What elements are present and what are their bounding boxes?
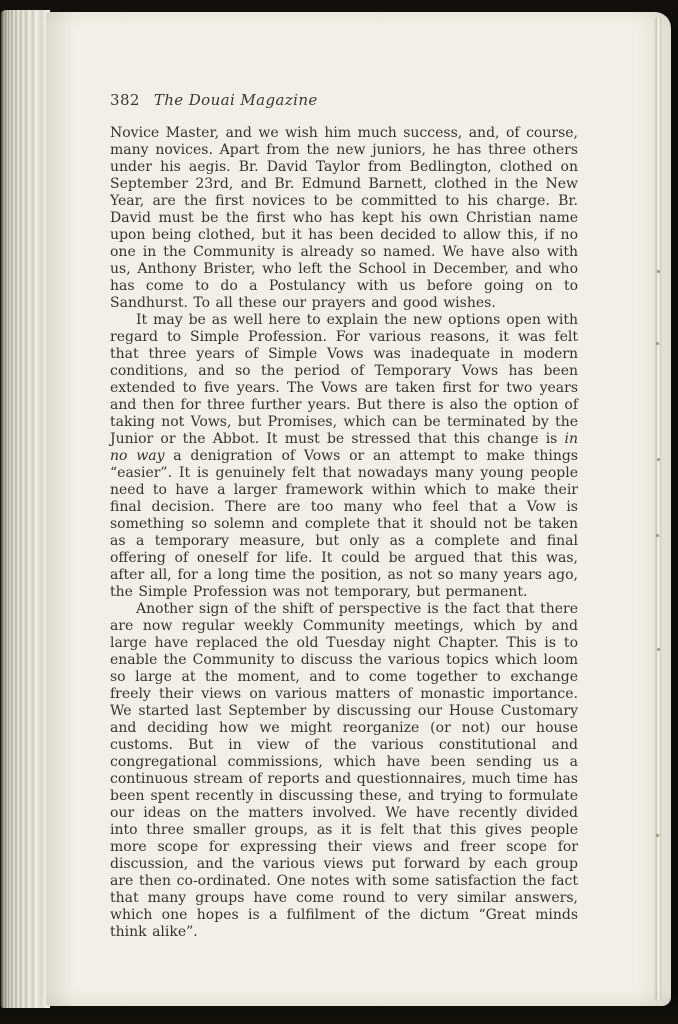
paragraph-2 — [110, 312, 578, 601]
body-text — [110, 125, 578, 941]
paragraph-2-text: a denigration of Vows or an attempt to make things “easier”. It is genuinely felt that nowadays many young people need to have a larger framework within which to make their final decision. There are too many who feel that a Vow is something so solemn and complete that it should not be taken as a temporary measure, but only as a complete and final offering of oneself for life. It could be argued that this was, after all, for a long time the position, as not so many years ago, the Simple Profession was not temporary, but permanent. — [110, 448, 578, 600]
binding-crease — [654, 18, 662, 1000]
paragraph-3: Another sign of the shift of perspective is the fact that there are now regular weekly Community meetings, which by and large have replaced the old Tuesday night Chapter. This is to enable the Community to discuss the various topics which loom so large at the moment, and to come together to exchange freely their views on various matters of monastic importance. We started last September by discussing our House Customary and deciding how we might reorganize (or not) our house customs. But in view of the various constitutional and congregational commissions, which have been sending us a continuous stream of reports and questionnaires, much time has been spent recently in discussing these, and trying to formulate our ideas on the matters involved. We have recently divided into three smaller groups, as it is felt that this gives people more scope for expressing their views and freer scope for discussion, and the various views put forward by each group are then co-ordinated. One notes with some satisfaction the fact that many groups have come round to very similar answers, which one hopes is a fulfilment of the dictum “Great minds think alike”. — [110, 601, 578, 940]
page-edges-stack — [0, 10, 50, 1008]
running-head — [110, 91, 318, 109]
binding-stitch — [657, 648, 660, 651]
binding-stitch — [657, 270, 660, 273]
binding-stitch — [656, 534, 659, 537]
binding-stitch — [656, 342, 659, 345]
binding-stitch — [657, 458, 660, 461]
magazine-title: The Douai Magazine — [153, 91, 318, 109]
book-page — [46, 12, 671, 1006]
paragraph-2-italic-phrase: in no way — [110, 431, 578, 464]
paragraph-2-text: It may be as well here to explain the new options open with regard to Simple Profession. For various reasons, it was felt that three years of Simple Vows was inadequate in modern conditions, and so the period of Temporary Vows has been extended to five years. The Vows are taken first for two years and then for three further years. But there is also the option of taking not Vows, but Promises, which can be terminated by the Junior or the Abbot. It must be stressed that this change is — [110, 312, 578, 447]
page-number: 382 — [110, 91, 140, 109]
paragraph-1: Novice Master, and we wish him much success, and, of course, many novices. Apart from the new juniors, he has three others under his aegis. Br. David Taylor from Bedlington, clothed on September 23rd, and Br. Edmund Barnett, clothed in the New Year, are the first novices to be committed to his charge. Br. David must be the first who has kept his own Christian name upon being clothed, but it has been decided to allow this, if no one in the Community is already so named. We have also with us, Anthony Brister, who left the School in December, and who has come to do a Postulancy with us before going on to Sandhurst. To all these our prayers and good wishes. — [110, 125, 578, 311]
binding-stitch — [656, 834, 659, 837]
